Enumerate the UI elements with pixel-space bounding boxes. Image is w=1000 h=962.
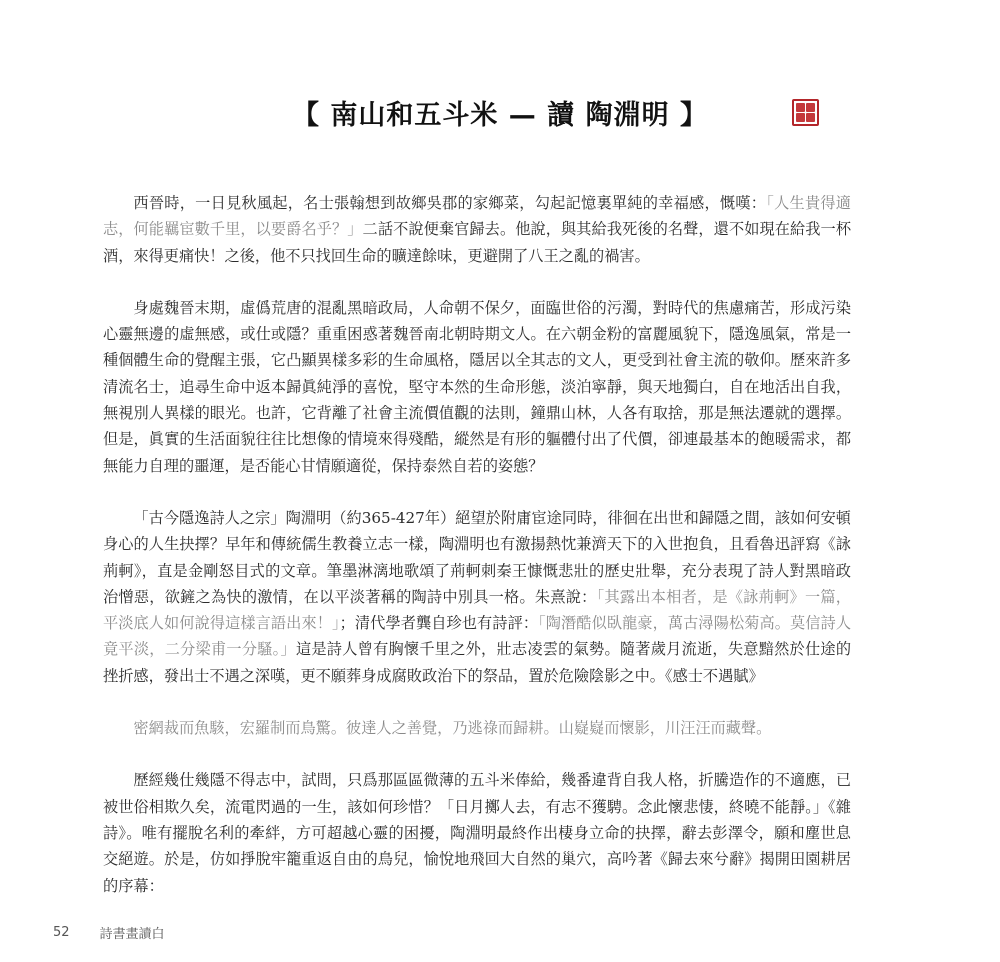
book-title: 詩書畫讀白	[99, 926, 165, 942]
paragraph-3	[103, 505, 851, 689]
paragraph-text: 二話不說便棄官歸去。他說，與其給我死後的名聲，還不如現在給我一杯酒，來得更痛快！之後，他不只找回生命的曠達餘味，更避開了八王之亂的禍害。	[103, 220, 852, 265]
red-seal-stamp-icon	[792, 99, 819, 126]
article-body	[103, 190, 851, 899]
quote-text: 「人生貴得適志，何能羈宦數千里，以要爵名乎？」	[103, 194, 851, 239]
paragraph-2: 身處魏晉末期，虛僞荒唐的混亂黑暗政局，人命朝不保夕，面臨世俗的污濁，對時代的焦慮痛苦，形成污染心靈無邊的虛無感，或仕或隱？重重困惑著魏晉南北朝時期文人。在六朝金粉的富麗風貌下，隱逸風氣，常是一種個體生命的覺醒主張，它凸顯異樣多彩的生命風格，隱居以全其志的文人，更受到社會主流的敬仰。歷來許多清流名士，追尋生命中返本歸眞純淨的喜悅，堅守本然的生命形態，淡泊寧靜，與天地獨白，自在地活出自我，無視別人異樣的眼光。也許，它背離了社會主流價值觀的法則，鐘鼎山林，人各有取捨，那是無法遷就的選擇。但是，眞實的生活面貌往往比想像的情境來得殘酷，縱然是有形的軀體付出了代價，卻連最基本的飽暖需求，都無能力自理的噩運，是否能心甘情願適從，保持泰然自若的姿態？	[103, 298, 851, 475]
quote-text: 「陶潛酷似臥龍豪，萬古潯陽松菊高。莫信詩人竟平淡，二分梁甫一分騷。」	[103, 614, 852, 659]
paragraph-text: 這是詩人曾有胸懷千里之外，壯志凌雲的氣勢。隨著歲月流逝，失意黯然於仕途的挫折感，發出士不遇之深嘆，更不願葬身成腐敗政治下的祭品，置於危險陰影之中。《感士不遇賦》	[103, 640, 852, 685]
page-number: 52	[53, 924, 70, 940]
poem-quote: 密網裁而魚駭，宏羅制而鳥驚。彼達人之善覺，乃逃祿而歸耕。山嶷嶷而懷影，川汪汪而藏聲。	[133, 719, 772, 738]
page-footer	[53, 922, 165, 942]
quote-text: 「其露出本相者，是《詠荊軻》一篇，平淡底人如何說得這樣言語出來！」	[103, 587, 851, 633]
page-title: 【 南山和五斗米 — 讀 陶淵明 】	[292, 99, 708, 131]
title-bar	[0, 92, 1000, 132]
paragraph-1	[103, 190, 851, 269]
paragraph-text: 西晉時，一日見秋風起，名士張翰想到故鄉吳郡的家鄉菜，勾起記憶裏單純的幸福感，慨嘆：	[133, 194, 767, 212]
paragraph-5: 歷經幾仕幾隱不得志中，試問，只爲那區區微薄的五斗米俸給，幾番違背自我人格，折騰造作的不適應，已被世俗相欺久矣，流電閃過的一生，該如何珍惜？「日月擲人去，有志不獲騁。念此懷悲悽，終曉不能靜。」《雜詩》。唯有擺脫名利的牽絆，方可超越心靈的困擾，陶淵明最終作出棲身立命的抉擇，辭去彭澤令，願和塵世息交絕遊。於是，仿如掙脫牢籠重返自由的鳥兒，愉悅地飛回大自然的巢穴，高吟著《歸去來兮辭》揭開田園耕居的序幕：	[103, 771, 851, 895]
paragraph-text: 「古今隱逸詩人之宗」陶淵明（約365-427年）絕望於附庸宦途同時，徘徊在出世和歸隱之間，該如何安頓身心的人生抉擇？早年和傳統儒生教養立志一樣，陶淵明也有激揚熱忱兼濟天下的入世抱負，且看魯迅評寫《詠荊軻》，直是金剛怒目式的文章。筆墨淋漓地歌頌了荊軻刺秦王慷慨悲壯的歷史壯舉，充分表現了詩人對黑暗政治憎惡，欲鏟之為快的激情，在以平淡著稱的陶詩中別具一格。朱熹說：	[103, 508, 851, 606]
paragraph-text: ；清代學者龔自珍也有詩評：	[339, 614, 539, 633]
